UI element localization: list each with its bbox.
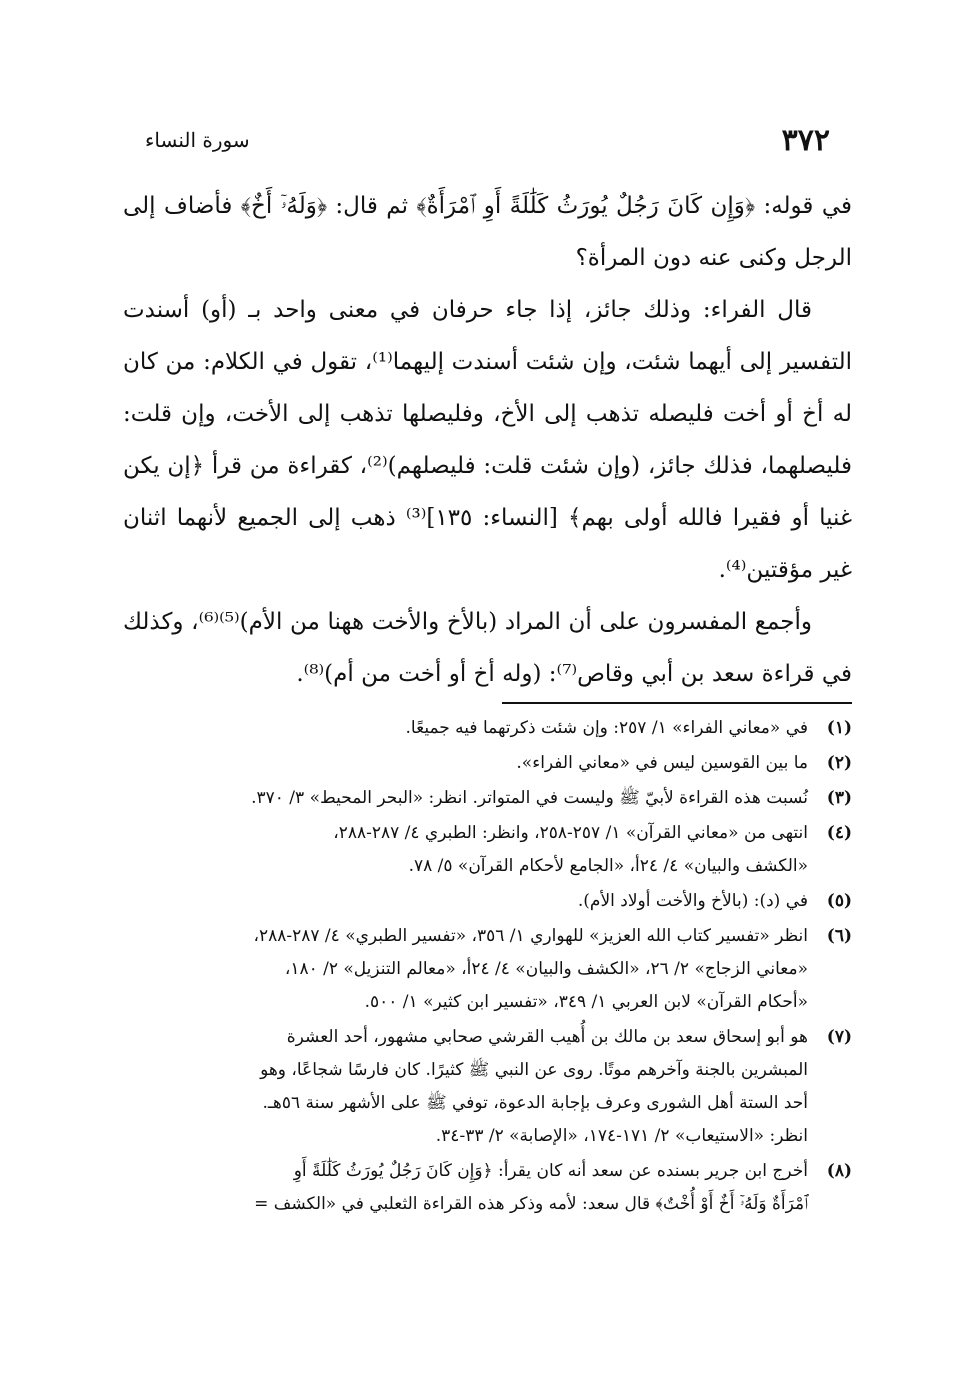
footnote-line: هو أبو إسحاق سعد بن مالك بن أُهيب القرشي صحابي مشهور، أحد العشرة [286, 1027, 808, 1047]
footnote-line: في (د): (بالأخ والأخت أولاد الأم). [577, 891, 808, 911]
paragraph: وأجمع المفسرون على أن المراد (بالأخ والأخت ههنا من الأم)⁽⁵⁾⁽⁶⁾، وكذلك في قراءة سعد بن أبي وقاص⁽⁷⁾: (وله أخ أو أخت من أم)⁽⁸⁾. [123, 609, 852, 687]
surah-title: سورة النساء [145, 128, 250, 152]
footnote-number: (١) [826, 718, 852, 738]
page-number: ٣٧٢ [781, 122, 830, 158]
footnote-line: انتهى من «معاني القرآن» ١/ ٢٥٧-٢٥٨، وانظر: الطبري ٤/ ٢٨٧-٢٨٨، [333, 823, 808, 843]
footnote [123, 817, 852, 883]
footnote-text [123, 747, 808, 780]
footnote-line: «الكشف والبيان» ٤/ ٢٤أ، «الجامع لأحكام القرآن» ٥/ ٧٨. [408, 856, 808, 876]
footnote-number: (٧) [826, 1027, 852, 1047]
footnote-number: (٥) [826, 891, 852, 911]
footnote-number: (٤) [826, 823, 852, 843]
footnote-text [123, 1155, 808, 1221]
footnote-line: ما بين القوسين ليس في «معاني الفراء». [516, 753, 808, 773]
footnote-line: انظر «تفسير كتاب الله العزيز» للهواري ١/ ٣٥٦، «تفسير الطبري» ٤/ ٢٨٧-٢٨٨، [253, 926, 808, 946]
footnote-text [123, 712, 808, 745]
footnote [123, 885, 852, 918]
footnote-line: نُسبت هذه القراءة لأبيّ ﷺ وليست في المتواتر. انظر: «البحر المحيط» ٣/ ٣٧٠. [251, 788, 808, 808]
footnote-number: (٢) [826, 753, 852, 773]
footnote [123, 1021, 852, 1153]
footnote [123, 782, 852, 815]
paragraph: في قوله: ﴿وَإِن كَانَ رَجُلٌ يُورَثُ كَلَٰلَةً أَوِ ٱمْرَأَةٌ﴾ ثم قال: ﴿وَلَهُۥٓ أَخٌ﴾ فأضاف إلى الرجل وكنى عنه دون المرأة؟ [123, 193, 852, 271]
footnote-line: «معاني الزجاج» ٢/ ٢٦، «الكشف والبيان» ٤/ ٢٤أ، «معالم التنزيل» ٢/ ١٨٠، [284, 959, 808, 979]
footnote-line: أحد الستة أهل الشورى وعرف بإجابة الدعوة، توفي ﷺ على الأشهر سنة ٥٦هـ. [262, 1093, 808, 1113]
footnote-number: (٨) [826, 1161, 852, 1181]
main-text [123, 180, 852, 700]
footnote-number: (٣) [826, 788, 852, 808]
footnote [123, 747, 852, 780]
footnote-line: ٱمْرَأَةٌ وَلَهُۥٓ أَخٌ أَوْ أُخْتٌ﴾ قال سعد: لأمه وذكر هذه القراءة الثعلبي في «الكشف = [254, 1194, 808, 1214]
footnote-line: في «معاني الفراء» ١/ ٢٥٧: وإن شئت ذكرتهما فيه جميعًا. [405, 718, 808, 738]
page-header [145, 118, 830, 162]
footnote-divider [502, 702, 852, 704]
footnote-text [123, 920, 808, 1019]
footnote-line: انظر: «الاستيعاب» ٢/ ١٧١-١٧٤، «الإصابة» ٢/ ٣٣-٣٤. [435, 1126, 808, 1146]
footnote [123, 1155, 852, 1221]
footnotes [123, 712, 852, 1223]
footnote-number: (٦) [826, 926, 852, 946]
footnote-text [123, 885, 808, 918]
footnote [123, 712, 852, 745]
footnote-text [123, 817, 808, 883]
footnote-text [123, 782, 808, 815]
footnote-text [123, 1021, 808, 1153]
footnote [123, 920, 852, 1019]
footnote-line: «أحكام القرآن» لابن العربي ١/ ٣٤٩، «تفسير ابن كثير» ١/ ٥٠٠. [364, 992, 808, 1012]
footnote-line: المبشرين بالجنة وآخرهم موتًا. روى عن النبي ﷺ كثيرًا. كان فارسًا شجاعًا، وهو [260, 1060, 808, 1080]
paragraph: قال الفراء: وذلك جائز، إذا جاء حرفان في معنى واحد بـ (أو) أسندت التفسير إلى أيهما شئت، وإن شئت أسندت إليهما⁽¹⁾، تقول في الكلام: من كان له أخ أو أخت فليصله تذهب إلى الأخ، وفليصلها تذهب إلى الأخت، وإن قلت: فليصلهما، فذلك جائز، (وإن شئت قلت: فليصلهم)⁽²⁾، كقراءة من قرأ ﴿إن يكن غنيا أو فقيرا فالله أولى بهم﴾ [النساء: ١٣٥]⁽³⁾ ذهب إلى الجميع لأنهما اثنان غير مؤقتين⁽⁴⁾. [123, 297, 852, 583]
footnote-line: أخرج ابن جرير بسنده عن سعد أنه كان يقرأ: ﴿وَإِن كَانَ رَجُلٌ يُورَثُ كَلَٰلَةً أَوِ [293, 1161, 808, 1181]
